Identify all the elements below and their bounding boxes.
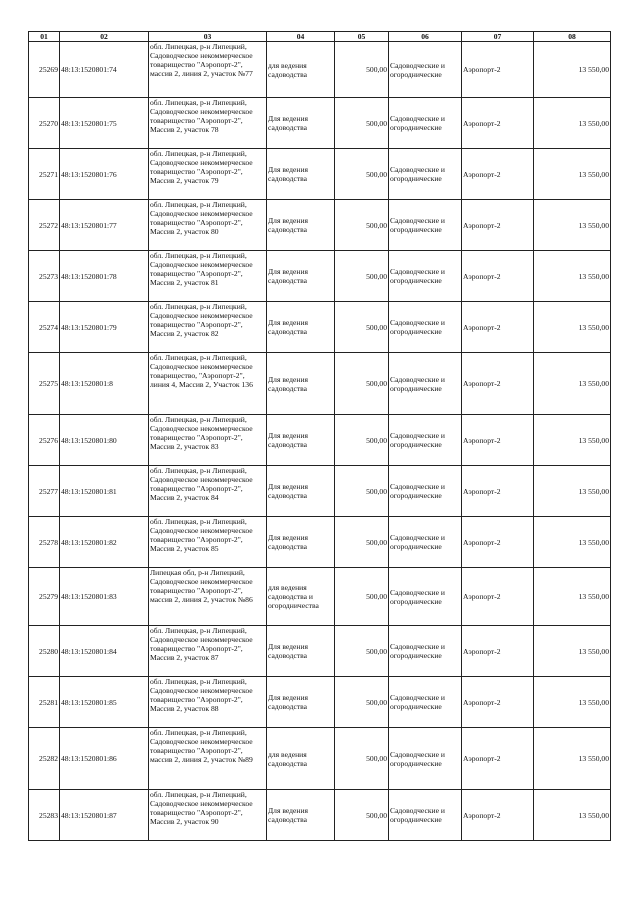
cell-land-category: Садоводческие и огороднические <box>389 302 462 353</box>
cell-area: 500,00 <box>335 517 389 568</box>
cell-cadastral-value: 13 550,00 <box>534 200 611 251</box>
cell-cadastral-number: 48:13:1520801:79 <box>60 302 149 353</box>
cell-area: 500,00 <box>335 626 389 677</box>
cell-permitted-use: Для ведения садоводства <box>267 626 335 677</box>
cell-address <box>149 517 267 568</box>
header-col-06: 06 <box>389 32 462 42</box>
cell-address <box>149 200 267 251</box>
cell-cadastral-value: 13 550,00 <box>534 677 611 728</box>
address-text: обл. Липецкая, р-н Липецкий, Садоводческое некоммерческое товарищество "Аэропорт-2", Массив 2, участок 79 <box>150 149 253 186</box>
cell-row-number: 25281 <box>29 677 60 728</box>
header-col-08: 08 <box>534 32 611 42</box>
cell-address <box>149 728 267 790</box>
cell-permitted-use: Для ведения садоводства <box>267 200 335 251</box>
cell-land-category: Садоводческие и огороднические <box>389 251 462 302</box>
cell-cadastral-zone: Аэропорт-2 <box>462 302 534 353</box>
cell-land-category: Садоводческие и огороднические <box>389 42 462 98</box>
address-text: обл. Липецкая, р-н Липецкий, Садоводческое некоммерческое товарищество "Аэропорт-2", Массив 2, участок 83 <box>150 415 253 452</box>
cell-address <box>149 790 267 841</box>
cell-permitted-use: Для ведения садоводства <box>267 149 335 200</box>
cell-cadastral-zone: Аэропорт-2 <box>462 353 534 415</box>
cell-land-category: Садоводческие и огороднические <box>389 98 462 149</box>
cell-cadastral-number: 48:13:1520801:77 <box>60 200 149 251</box>
cell-cadastral-number: 48:13:1520801:85 <box>60 677 149 728</box>
cell-cadastral-number: 48:13:1520801:82 <box>60 517 149 568</box>
header-col-07: 07 <box>462 32 534 42</box>
cell-area: 500,00 <box>335 302 389 353</box>
cell-area: 500,00 <box>335 353 389 415</box>
table-row <box>29 568 611 626</box>
cell-cadastral-value: 13 550,00 <box>534 415 611 466</box>
cell-row-number: 25277 <box>29 466 60 517</box>
cell-land-category: Садоводческие и огороднические <box>389 677 462 728</box>
address-text: обл. Липецкая, р-н Липецкий, Садоводческое некоммерческое товарищество "Аэропорт-2", Массив 2, участок 90 <box>150 790 253 827</box>
cell-address <box>149 42 267 98</box>
table-row <box>29 149 611 200</box>
cell-permitted-use: Для ведения садоводства <box>267 353 335 415</box>
table-row <box>29 466 611 517</box>
cell-cadastral-zone: Аэропорт-2 <box>462 251 534 302</box>
address-text: обл. Липецкая, р-н Липецкий, Садоводческое некоммерческое товарищество "Аэропорт-2", Массив 2, участок 85 <box>150 517 253 554</box>
table-row <box>29 677 611 728</box>
cell-address <box>149 415 267 466</box>
cell-cadastral-value: 13 550,00 <box>534 568 611 626</box>
cell-row-number: 25282 <box>29 728 60 790</box>
cell-permitted-use: Для ведения садоводства <box>267 677 335 728</box>
cell-area: 500,00 <box>335 200 389 251</box>
cell-cadastral-zone: Аэропорт-2 <box>462 517 534 568</box>
cell-area: 500,00 <box>335 251 389 302</box>
cell-cadastral-number: 48:13:1520801:76 <box>60 149 149 200</box>
cell-cadastral-number: 48:13:1520801:86 <box>60 728 149 790</box>
table-row <box>29 728 611 790</box>
cell-cadastral-zone: Аэропорт-2 <box>462 466 534 517</box>
cell-row-number: 25275 <box>29 353 60 415</box>
cell-cadastral-zone: Аэропорт-2 <box>462 568 534 626</box>
cell-address <box>149 626 267 677</box>
cell-row-number: 25272 <box>29 200 60 251</box>
cell-land-category: Садоводческие и огороднические <box>389 790 462 841</box>
cell-area: 500,00 <box>335 568 389 626</box>
cell-cadastral-number: 48:13:1520801:81 <box>60 466 149 517</box>
cell-address <box>149 98 267 149</box>
cell-permitted-use: для ведения садоводства <box>267 728 335 790</box>
header-col-03: 03 <box>149 32 267 42</box>
cell-row-number: 25273 <box>29 251 60 302</box>
cell-address <box>149 149 267 200</box>
cell-row-number: 25269 <box>29 42 60 98</box>
cell-cadastral-zone: Аэропорт-2 <box>462 626 534 677</box>
cell-permitted-use: Для ведения садоводства <box>267 251 335 302</box>
cell-cadastral-value: 13 550,00 <box>534 42 611 98</box>
address-text: обл. Липецкая, р-н Липецкий, Садоводческое некоммерческое товарищество "Аэропорт-2", массив 2, линия 2, участок №89 <box>150 728 253 765</box>
cell-cadastral-value: 13 550,00 <box>534 149 611 200</box>
cell-area: 500,00 <box>335 466 389 517</box>
address-text: обл. Липецкая, р-н Липецкий, Садоводческое некоммерческое товарищество "Аэропорт-2", Массив 2, участок 82 <box>150 302 253 339</box>
address-text: Липецкая обл, р-н Липецкий, Садоводческое некоммерческое товарищество "Аэропорт-2", массив 2, линия 2, участок №86 <box>150 568 253 605</box>
cell-cadastral-number: 48:13:1520801:78 <box>60 251 149 302</box>
cell-permitted-use: Для ведения садоводства <box>267 517 335 568</box>
cell-land-category: Садоводческие и огороднические <box>389 353 462 415</box>
cell-land-category: Садоводческие и огороднические <box>389 568 462 626</box>
table-row <box>29 98 611 149</box>
table-row <box>29 302 611 353</box>
header-col-01: 01 <box>29 32 60 42</box>
cell-address <box>149 251 267 302</box>
table-header-row <box>29 32 611 42</box>
header-col-02: 02 <box>60 32 149 42</box>
address-text: обл. Липецкая, р-н Липецкий, Садоводческое некоммерческое товарищество "Аэропорт-2", Массив 2, участок 84 <box>150 466 253 503</box>
address-text: обл. Липецкая, р-н Липецкий, Садоводческое некоммерческое товарищество, "Аэропорт-2", линия 4, Массив 2, Участок 136 <box>150 353 253 390</box>
cell-cadastral-number: 48:13:1520801:8 <box>60 353 149 415</box>
address-text: обл. Липецкая, р-н Липецкий, Садоводческое некоммерческое товарищество "Аэропорт-2", Массив 2, участок 81 <box>150 251 253 288</box>
cell-area: 500,00 <box>335 98 389 149</box>
cell-address <box>149 302 267 353</box>
cell-land-category: Садоводческие и огороднические <box>389 517 462 568</box>
address-text: обл. Липецкая, р-н Липецкий, Садоводческое некоммерческое товарищество "Аэропорт-2", Массив 2, участок 87 <box>150 626 253 663</box>
cell-row-number: 25280 <box>29 626 60 677</box>
cell-cadastral-zone: Аэропорт-2 <box>462 149 534 200</box>
cell-cadastral-number: 48:13:1520801:75 <box>60 98 149 149</box>
cell-row-number: 25276 <box>29 415 60 466</box>
address-text: обл. Липецкая, р-н Липецкий, Садоводческое некоммерческое товарищество "Аэропорт-2", Массив 2, участок 88 <box>150 677 253 714</box>
table-row <box>29 353 611 415</box>
cell-cadastral-number: 48:13:1520801:87 <box>60 790 149 841</box>
cell-cadastral-zone: Аэропорт-2 <box>462 677 534 728</box>
cell-cadastral-value: 13 550,00 <box>534 251 611 302</box>
cell-permitted-use: для ведения садоводства и огородничества <box>267 568 335 626</box>
cell-cadastral-zone: Аэропорт-2 <box>462 728 534 790</box>
cell-permitted-use: Для ведения садоводства <box>267 302 335 353</box>
cell-land-category: Садоводческие и огороднические <box>389 200 462 251</box>
cell-row-number: 25278 <box>29 517 60 568</box>
cell-cadastral-zone: Аэропорт-2 <box>462 415 534 466</box>
cell-row-number: 25283 <box>29 790 60 841</box>
cell-land-category: Садоводческие и огороднические <box>389 466 462 517</box>
cell-cadastral-value: 13 550,00 <box>534 466 611 517</box>
cell-row-number: 25279 <box>29 568 60 626</box>
header-col-04: 04 <box>267 32 335 42</box>
cell-permitted-use: Для ведения садоводства <box>267 790 335 841</box>
cell-area: 500,00 <box>335 149 389 200</box>
cell-cadastral-value: 13 550,00 <box>534 302 611 353</box>
cell-cadastral-value: 13 550,00 <box>534 728 611 790</box>
table-row <box>29 790 611 841</box>
cell-area: 500,00 <box>335 42 389 98</box>
address-text: обл. Липецкая, р-н Липецкий, Садоводческое некоммерческое товарищество "Аэропорт-2", массив 2, линия 2, участок №77 <box>150 42 253 79</box>
header-col-05: 05 <box>335 32 389 42</box>
cell-area: 500,00 <box>335 728 389 790</box>
cell-permitted-use: Для ведения садоводства <box>267 466 335 517</box>
cell-area: 500,00 <box>335 677 389 728</box>
cell-permitted-use: Для ведения садоводства <box>267 98 335 149</box>
table-body <box>29 42 611 841</box>
cell-cadastral-number: 48:13:1520801:80 <box>60 415 149 466</box>
cell-land-category: Садоводческие и огороднические <box>389 626 462 677</box>
table-row <box>29 517 611 568</box>
cell-cadastral-value: 13 550,00 <box>534 626 611 677</box>
cell-cadastral-number: 48:13:1520801:74 <box>60 42 149 98</box>
cell-area: 500,00 <box>335 790 389 841</box>
cell-address <box>149 677 267 728</box>
cell-cadastral-zone: Аэропорт-2 <box>462 42 534 98</box>
table-row <box>29 42 611 98</box>
cell-land-category: Садоводческие и огороднические <box>389 415 462 466</box>
cell-row-number: 25271 <box>29 149 60 200</box>
cell-land-category: Садоводческие и огороднические <box>389 728 462 790</box>
cell-permitted-use: Для ведения садоводства <box>267 415 335 466</box>
cell-permitted-use: для ведения садоводства <box>267 42 335 98</box>
cadastral-table <box>28 31 611 841</box>
cell-cadastral-value: 13 550,00 <box>534 98 611 149</box>
address-text: обл. Липецкая, р-н Липецкий, Садоводческое некоммерческое товарищество "Аэропорт-2", Массив 2, участок 78 <box>150 98 253 135</box>
cell-cadastral-zone: Аэропорт-2 <box>462 98 534 149</box>
cell-row-number: 25270 <box>29 98 60 149</box>
cell-row-number: 25274 <box>29 302 60 353</box>
table-row <box>29 626 611 677</box>
cell-cadastral-value: 13 550,00 <box>534 790 611 841</box>
cell-address <box>149 568 267 626</box>
cell-cadastral-number: 48:13:1520801:83 <box>60 568 149 626</box>
table-row <box>29 251 611 302</box>
cell-address <box>149 466 267 517</box>
cell-land-category: Садоводческие и огороднические <box>389 149 462 200</box>
address-text: обл. Липецкая, р-н Липецкий, Садоводческое некоммерческое товарищество "Аэропорт-2", Массив 2, участок 80 <box>150 200 253 237</box>
cell-cadastral-zone: Аэропорт-2 <box>462 200 534 251</box>
cell-cadastral-zone: Аэропорт-2 <box>462 790 534 841</box>
table-row <box>29 200 611 251</box>
cell-cadastral-value: 13 550,00 <box>534 517 611 568</box>
table-row <box>29 415 611 466</box>
cell-address <box>149 353 267 415</box>
cell-area: 500,00 <box>335 415 389 466</box>
cell-cadastral-value: 13 550,00 <box>534 353 611 415</box>
cell-cadastral-number: 48:13:1520801:84 <box>60 626 149 677</box>
